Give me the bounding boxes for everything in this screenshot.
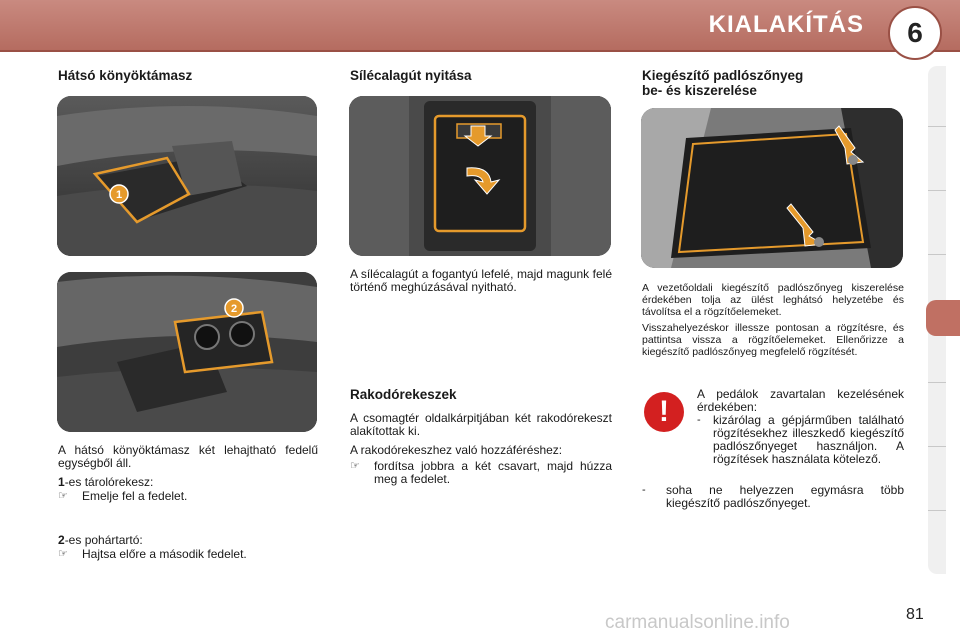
pointing-hand-icon: ☞: [58, 548, 68, 560]
storage-step: [350, 460, 612, 486]
callout-1: 1: [115, 189, 123, 201]
callout-2: 2: [230, 303, 238, 315]
warning-intro: A pedálok zavartalan kezelésének érdekében:: [697, 387, 904, 414]
section-heading-armrest: Hátsó könyöktámasz: [58, 68, 193, 83]
section-heading-storage: Rakodórekeszek: [350, 387, 457, 402]
active-chapter-tab[interactable]: [926, 300, 960, 336]
warning-item-2-text: soha ne helyezzen egymásra több kiegészítő padlószőnyeget.: [666, 483, 904, 510]
armrest-intro: A hátsó könyöktámasz két lehajtható fedelű egységből áll.: [58, 443, 318, 470]
warning-item-1: [697, 414, 904, 466]
armrest-cupholder-photo: [57, 272, 317, 432]
floor-mat-refit-text: Visszahelyezéskor illessze pontosan a rögzítésre, és pattintsa vissza a rögzítőelemeket. Ellenőrizze a kiegészítő padlószőnyeg megfelelő rögzítését.: [642, 322, 904, 358]
item1-step-text: Emelje fel a fedelet.: [82, 489, 188, 503]
storage-access-text: A rakodórekeszhez való hozzáféréshez:: [350, 443, 563, 457]
floor-mat-photo: [641, 108, 903, 268]
watermark: carmanualsonline.info: [605, 612, 790, 633]
section-heading-floor-mat: [642, 68, 803, 98]
tab-divider: [928, 190, 946, 191]
floor-mat-heading-line1: Kiegészítő padlószőnyeg: [642, 68, 804, 83]
pointing-hand-icon: ☞: [350, 460, 360, 472]
item1-step: [58, 490, 318, 503]
chapter-title: KIALAKÍTÁS: [708, 11, 864, 38]
warning-item-1-text: kizárólag a gépjárműben található rögzítésekhez illeszkedő kiegészítő padlószőnyeget használjon. A rögzítések használata kötelező.: [713, 413, 904, 466]
item1-label-text: -es tárolórekesz:: [64, 475, 154, 489]
dash-marker: -: [642, 484, 646, 496]
item2-step: [58, 548, 318, 561]
page-number: 81: [906, 606, 924, 623]
pointing-hand-icon: ☞: [58, 490, 68, 502]
item1-number: 1: [58, 475, 65, 489]
storage-step-text: fordítsa jobbra a két csavart, majd húzza meg a fedelet.: [374, 459, 612, 486]
item1-label: [58, 476, 153, 489]
floor-mat-removal-text: A vezetőoldali kiegészítő padlószőnyeg kiszerelése érdekében tolja az ülést leghátsó helyzetébe és távolítsa el a rögzítőelemeket.: [642, 282, 904, 318]
tab-divider: [928, 254, 946, 255]
warning-icon: !: [644, 392, 684, 432]
item2-step-text: Hajtsa előre a második fedelet.: [82, 547, 247, 561]
tab-divider: [928, 510, 946, 511]
dash-marker: -: [697, 414, 701, 426]
chapter-number-badge: 6: [888, 6, 942, 60]
warning-item-2: [642, 484, 904, 510]
item2-label: [58, 534, 143, 547]
ski-tunnel-text: A sílécalagút a fogantyú lefelé, majd magunk felé történő meghúzásával nyitható.: [350, 267, 612, 294]
tab-divider: [928, 126, 946, 127]
tab-divider: [928, 382, 946, 383]
item2-number: 2: [58, 533, 65, 547]
storage-text: A csomagtér oldalkárpitjában két rakodórekeszt alakítottak ki.: [350, 411, 612, 438]
floor-mat-heading-line2: be- és kiszerelése: [642, 83, 757, 98]
ski-tunnel-photo: [349, 96, 611, 256]
section-heading-ski-tunnel: Sílécalagút nyitása: [350, 68, 472, 83]
tab-divider: [928, 446, 946, 447]
item2-label-text: -es pohártartó:: [64, 533, 143, 547]
armrest-storage-photo: [57, 96, 317, 256]
header-rule: [0, 50, 960, 52]
